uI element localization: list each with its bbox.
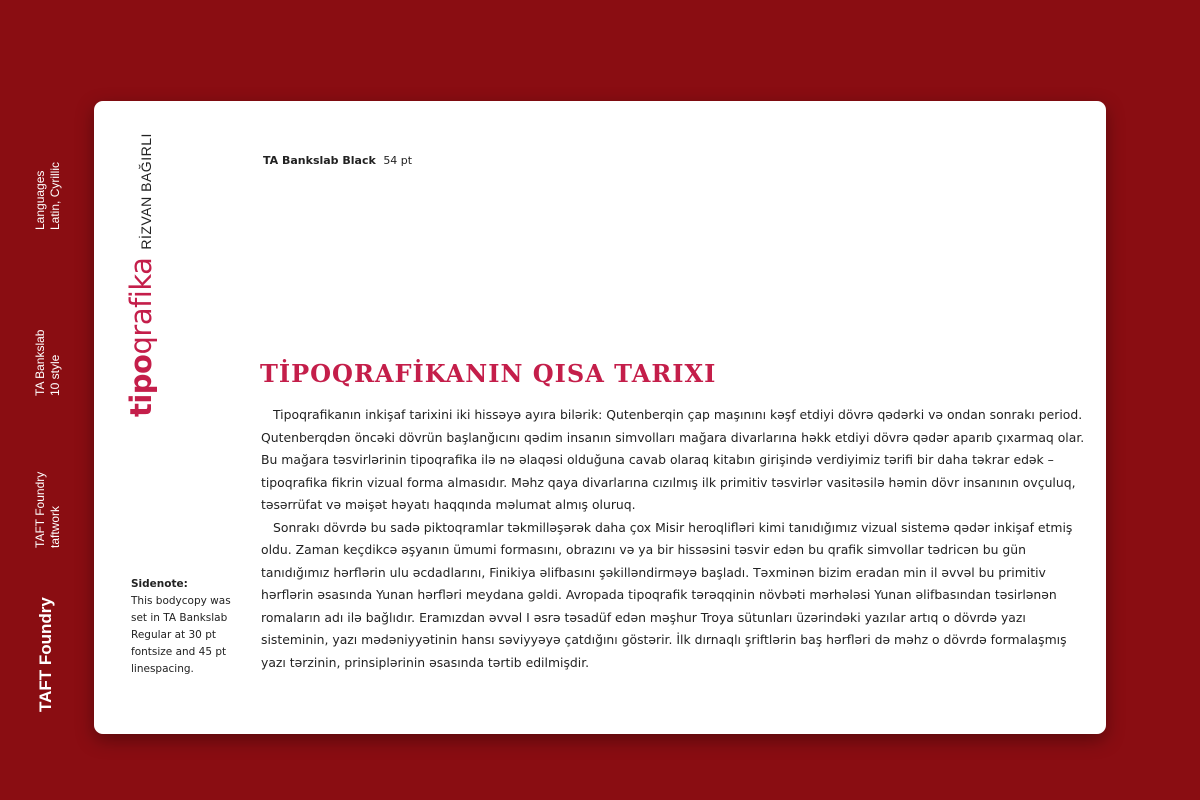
logo-bold-part: tipo xyxy=(124,354,158,417)
logo-light-part: qrafika xyxy=(124,257,158,355)
font-size: 54 pt xyxy=(383,154,413,167)
foundry-label xyxy=(33,472,63,548)
foundry-brand: TAFT Foundry xyxy=(36,597,55,712)
languages-value: Latin, Cyrillic xyxy=(48,161,62,230)
paragraph: Tipoqrafikanın inkişaf tarixini iki hissəyə ayıra bilərik: Qutenberqin çap maşınını kəşf etdiyi dövrə qədərki və ondan sonrakı period. Qutenberqdən öncəki dövrün başlanğıcını qədim insanın simvolları mağara divarlarına həkk etdiyi dövrə qədər aparıb çıxarmaq olar. Bu mağara təsvirlərinin tipoqrafika ilə nə əlaqəsi olduğuna cavab olaraq kitabın girişində verdiyimiz tərifi bir daha təkrar edək – tipoqrafika fikrin vizual forma almasıdır. Məhz qaya divarlarına cızılmış ilk primitiv təsvirlər vasitəsilə həmin dövr insanının ovçuluq, təsərrüfat və məişət həyatı haqqında məlumat almış oluruq. xyxy=(261,407,1085,512)
sidenote-heading: Sidenote: xyxy=(131,578,188,590)
sidenote xyxy=(131,576,235,678)
body-copy xyxy=(261,404,1087,674)
style-heading: TA Bankslab xyxy=(33,329,47,396)
font-spec xyxy=(263,154,412,167)
specimen-card xyxy=(94,101,1106,734)
author-name: RİZVAN BAĞIRLI xyxy=(138,133,154,250)
font-name: TA Bankslab Black xyxy=(263,154,376,167)
languages-heading: Languages xyxy=(33,170,47,230)
book-logo xyxy=(124,133,158,417)
specimen-title: TİPOQRAFİKANIN QISA TARIXI xyxy=(260,359,717,388)
sidenote-text: This bodycopy was set in TA Bankslab Regular at 30 pt fontsize and 45 pt linespacing. xyxy=(131,595,231,675)
style-label xyxy=(33,330,63,396)
foundry-heading: TAFT Foundry xyxy=(33,471,47,548)
style-value: 10 style xyxy=(48,354,62,396)
foundry-value: taftwork xyxy=(48,505,62,548)
paragraph: Sonrakı dövrdə bu sadə piktoqramlar təkmilləşərək daha çox Misir heroqlifləri kimi tanıdığımız vizual sistemə qədər inkişaf etmiş oldu. Zaman keçdikcə əşyanın ümumi formasını, obrazını və ya bir hissəsini təsvir edən bu qrafik simvollar tədricən bu gün tanıdığımız hərflərin ulu əcdadlarını, Finikiya əlifbasını şəkilləndirməyə başladı. Təxminən bizim eradan min il əvvəl bu primitiv hərflərin əsasında Yunan hərfləri meydana gəldi. Avropada tipoqrafik tərəqqinin növbəti mərhələsi Yunan əlifbasından təsirlənən romaların adı ilə bağlıdır. Eramızdan əvvəl I əsrə təsadüf edən məşhur Troya sütunları üzərindəki yazılar artıq o dövrdə yazı sisteminin, yazı mədəniyyətinin hansı səviyyəyə çatdığını göstərir. İlk dırnaqlı şriftlərin baş hərfləri də məhz o dövrdə formalaşmış yazı tərzinin, prinsiplərinin əsasında tərtib edilmişdir. xyxy=(261,519,1073,670)
languages-label xyxy=(33,162,63,230)
